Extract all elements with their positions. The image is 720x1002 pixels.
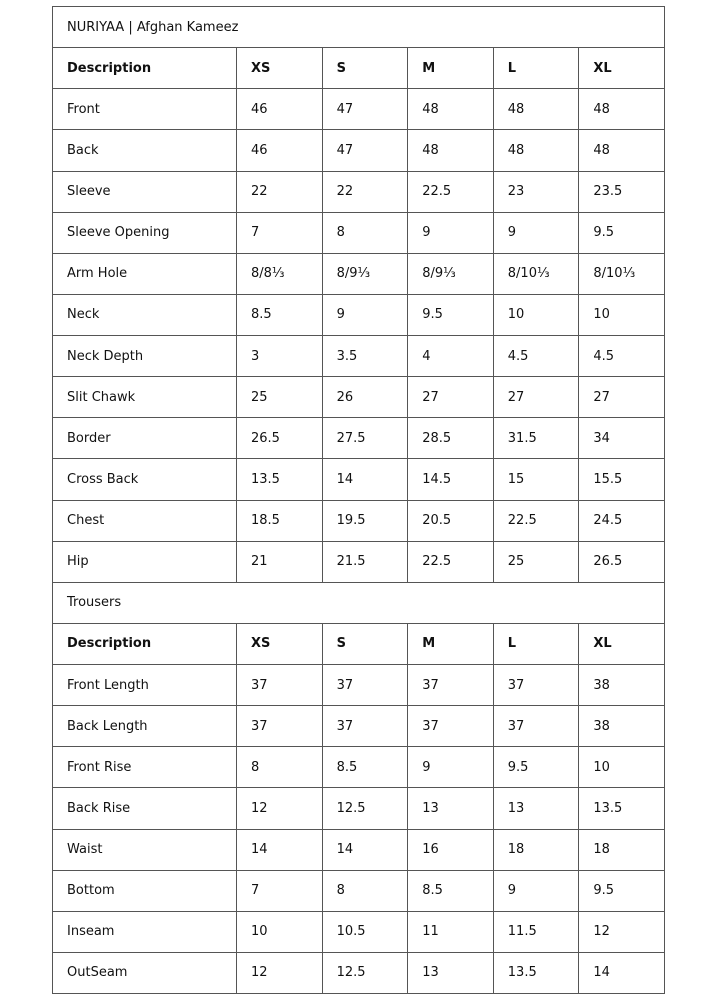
table-row — [53, 829, 665, 870]
measurement-value: 13.5 — [579, 788, 665, 829]
measurement-value: 8.5 — [322, 747, 408, 788]
measurement-label: Front — [53, 89, 237, 130]
measurement-label: Front Rise — [53, 747, 237, 788]
measurement-value: 7 — [237, 212, 323, 253]
measurement-label: Cross Back — [53, 459, 237, 500]
column-header-size: L — [493, 48, 579, 89]
measurement-label: Waist — [53, 829, 237, 870]
measurement-value: 28.5 — [408, 418, 494, 459]
measurement-value: 22 — [322, 171, 408, 212]
measurement-value: 4.5 — [579, 336, 665, 377]
measurement-value: 37 — [493, 665, 579, 706]
table-row — [53, 747, 665, 788]
measurement-value: 8/10⅓ — [579, 253, 665, 294]
table-row — [53, 89, 665, 130]
measurement-value: 13 — [408, 952, 494, 993]
measurement-value: 12 — [237, 788, 323, 829]
table-row — [53, 294, 665, 335]
measurement-value: 9.5 — [493, 747, 579, 788]
measurement-value: 24.5 — [579, 500, 665, 541]
measurement-value: 18 — [493, 829, 579, 870]
table-row — [53, 171, 665, 212]
measurement-value: 25 — [237, 377, 323, 418]
measurement-value: 13.5 — [237, 459, 323, 500]
measurement-value: 3.5 — [322, 336, 408, 377]
column-header-size: XS — [237, 623, 323, 664]
measurement-value: 27.5 — [322, 418, 408, 459]
measurement-value: 27 — [408, 377, 494, 418]
table-row — [53, 706, 665, 747]
measurement-label: Inseam — [53, 911, 237, 952]
measurement-value: 9 — [493, 212, 579, 253]
measurement-value: 48 — [579, 89, 665, 130]
measurement-value: 18 — [579, 829, 665, 870]
measurement-value: 14 — [322, 829, 408, 870]
measurement-value: 37 — [237, 665, 323, 706]
section-title: Trousers — [53, 582, 665, 623]
measurement-value: 9 — [408, 747, 494, 788]
measurement-label: OutSeam — [53, 952, 237, 993]
measurement-value: 14.5 — [408, 459, 494, 500]
measurement-value: 12 — [579, 911, 665, 952]
table-row — [53, 130, 665, 171]
measurement-label: Back Rise — [53, 788, 237, 829]
measurement-value: 15.5 — [579, 459, 665, 500]
measurement-label: Sleeve Opening — [53, 212, 237, 253]
table-row — [53, 952, 665, 993]
measurement-value: 48 — [579, 130, 665, 171]
measurement-value: 34 — [579, 418, 665, 459]
table-row — [53, 459, 665, 500]
measurement-value: 14 — [322, 459, 408, 500]
measurement-value: 23.5 — [579, 171, 665, 212]
measurement-value: 8.5 — [237, 294, 323, 335]
measurement-value: 8/9⅓ — [322, 253, 408, 294]
measurement-label: Back — [53, 130, 237, 171]
section-title-row — [53, 582, 665, 623]
measurement-value: 26.5 — [579, 541, 665, 582]
measurement-value: 47 — [322, 89, 408, 130]
measurement-value: 37 — [493, 706, 579, 747]
size-chart-table — [52, 6, 665, 994]
measurement-value: 11 — [408, 911, 494, 952]
measurement-value: 22.5 — [408, 171, 494, 212]
measurement-value: 9.5 — [579, 212, 665, 253]
measurement-label: Chest — [53, 500, 237, 541]
measurement-value: 19.5 — [322, 500, 408, 541]
chart-title: NURIYAA | Afghan Kameez — [53, 7, 665, 48]
measurement-value: 9.5 — [408, 294, 494, 335]
measurement-value: 38 — [579, 706, 665, 747]
measurement-value: 46 — [237, 89, 323, 130]
measurement-value: 25 — [493, 541, 579, 582]
table-row — [53, 541, 665, 582]
measurement-value: 13 — [408, 788, 494, 829]
size-chart-body — [53, 7, 665, 994]
measurement-label: Slit Chawk — [53, 377, 237, 418]
measurement-value: 4.5 — [493, 336, 579, 377]
measurement-value: 21 — [237, 541, 323, 582]
measurement-value: 14 — [579, 952, 665, 993]
measurement-value: 8 — [322, 870, 408, 911]
table-row — [53, 500, 665, 541]
measurement-value: 31.5 — [493, 418, 579, 459]
measurement-value: 8 — [237, 747, 323, 788]
measurement-value: 37 — [322, 706, 408, 747]
measurement-value: 48 — [408, 89, 494, 130]
table-row — [53, 418, 665, 459]
header-row — [53, 623, 665, 664]
measurement-value: 37 — [408, 706, 494, 747]
table-row — [53, 788, 665, 829]
measurement-value: 9.5 — [579, 870, 665, 911]
column-header-size: M — [408, 623, 494, 664]
measurement-label: Sleeve — [53, 171, 237, 212]
table-row — [53, 336, 665, 377]
measurement-value: 37 — [237, 706, 323, 747]
measurement-label: Back Length — [53, 706, 237, 747]
measurement-value: 9 — [322, 294, 408, 335]
table-row — [53, 377, 665, 418]
measurement-value: 22.5 — [493, 500, 579, 541]
measurement-value: 37 — [322, 665, 408, 706]
column-header-size: L — [493, 623, 579, 664]
measurement-value: 8/9⅓ — [408, 253, 494, 294]
measurement-value: 18.5 — [237, 500, 323, 541]
measurement-value: 26 — [322, 377, 408, 418]
measurement-value: 8/8⅓ — [237, 253, 323, 294]
measurement-value: 13 — [493, 788, 579, 829]
table-row — [53, 870, 665, 911]
measurement-value: 4 — [408, 336, 494, 377]
measurement-value: 47 — [322, 130, 408, 171]
column-header-size: S — [322, 48, 408, 89]
measurement-value: 10 — [579, 747, 665, 788]
column-header-size: M — [408, 48, 494, 89]
measurement-value: 38 — [579, 665, 665, 706]
measurement-value: 12.5 — [322, 788, 408, 829]
measurement-value: 46 — [237, 130, 323, 171]
measurement-value: 8.5 — [408, 870, 494, 911]
table-row — [53, 212, 665, 253]
measurement-value: 12 — [237, 952, 323, 993]
measurement-value: 10 — [579, 294, 665, 335]
column-header-size: S — [322, 623, 408, 664]
measurement-value: 8/10⅓ — [493, 253, 579, 294]
measurement-value: 12.5 — [322, 952, 408, 993]
measurement-value: 20.5 — [408, 500, 494, 541]
measurement-label: Front Length — [53, 665, 237, 706]
column-header-description: Description — [53, 623, 237, 664]
measurement-value: 10 — [237, 911, 323, 952]
table-row — [53, 911, 665, 952]
measurement-label: Neck Depth — [53, 336, 237, 377]
measurement-value: 9 — [493, 870, 579, 911]
column-header-size: XS — [237, 48, 323, 89]
column-header-description: Description — [53, 48, 237, 89]
measurement-value: 26.5 — [237, 418, 323, 459]
measurement-value: 9 — [408, 212, 494, 253]
measurement-value: 27 — [493, 377, 579, 418]
measurement-value: 11.5 — [493, 911, 579, 952]
title-row — [53, 7, 665, 48]
measurement-value: 15 — [493, 459, 579, 500]
column-header-size: XL — [579, 48, 665, 89]
measurement-value: 14 — [237, 829, 323, 870]
measurement-value: 23 — [493, 171, 579, 212]
column-header-size: XL — [579, 623, 665, 664]
table-row — [53, 253, 665, 294]
measurement-value: 10 — [493, 294, 579, 335]
measurement-value: 3 — [237, 336, 323, 377]
table-row — [53, 665, 665, 706]
measurement-label: Arm Hole — [53, 253, 237, 294]
measurement-value: 8 — [322, 212, 408, 253]
measurement-label: Neck — [53, 294, 237, 335]
measurement-label: Bottom — [53, 870, 237, 911]
measurement-value: 22.5 — [408, 541, 494, 582]
measurement-value: 21.5 — [322, 541, 408, 582]
measurement-value: 7 — [237, 870, 323, 911]
measurement-value: 22 — [237, 171, 323, 212]
measurement-value: 48 — [408, 130, 494, 171]
measurement-value: 48 — [493, 130, 579, 171]
measurement-value: 27 — [579, 377, 665, 418]
measurement-value: 10.5 — [322, 911, 408, 952]
measurement-label: Hip — [53, 541, 237, 582]
measurement-value: 37 — [408, 665, 494, 706]
measurement-value: 16 — [408, 829, 494, 870]
measurement-label: Border — [53, 418, 237, 459]
measurement-value: 13.5 — [493, 952, 579, 993]
measurement-value: 48 — [493, 89, 579, 130]
header-row — [53, 48, 665, 89]
